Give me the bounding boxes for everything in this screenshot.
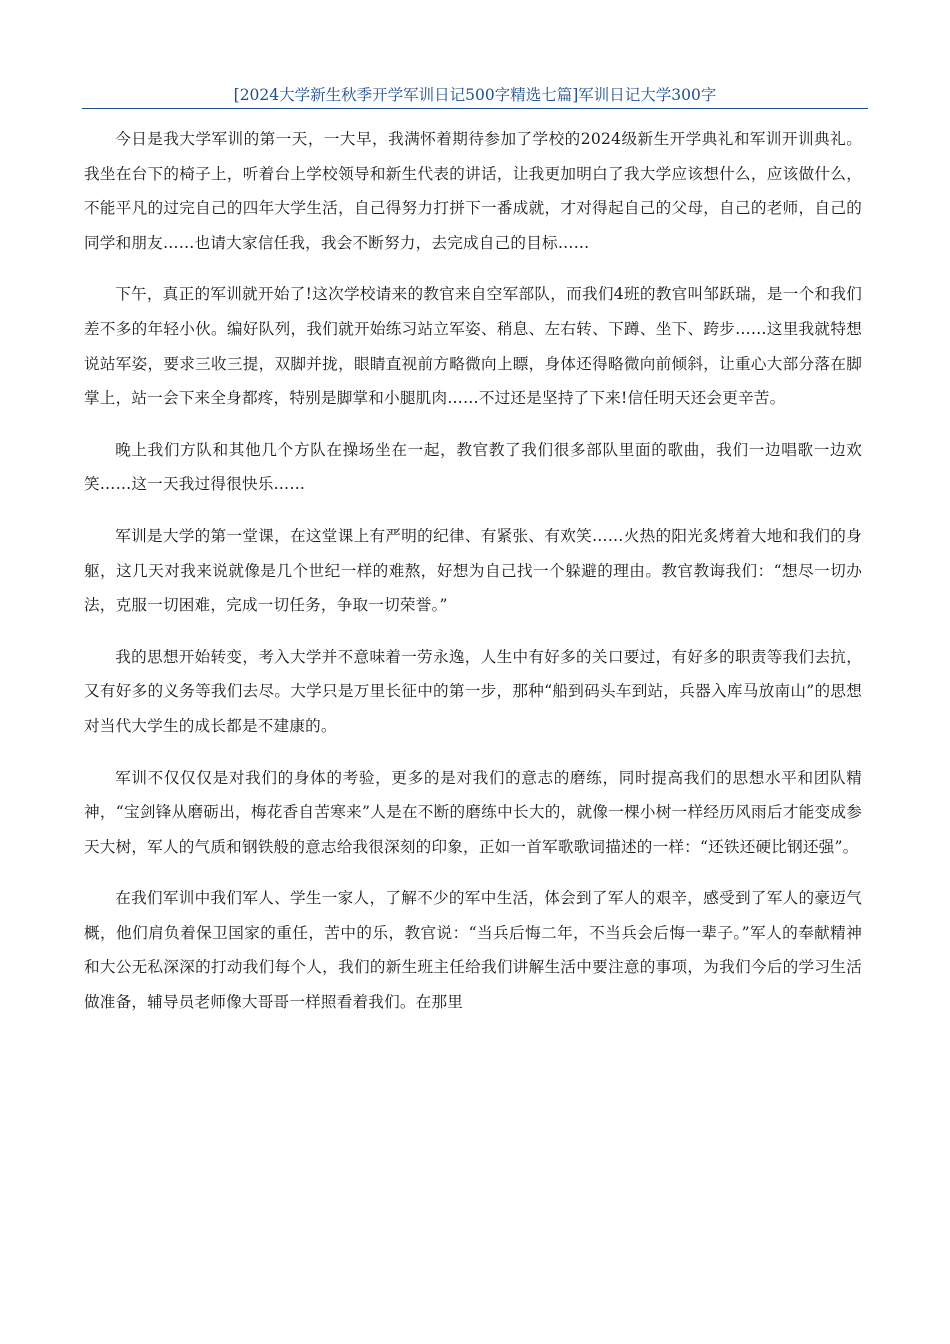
paragraph-7: 在我们军训中我们军人、学生一家人，了解不少的军中生活，体会到了军人的艰辛，感受到了军人的豪迈气概，他们肩负着保卫国家的重任，苦中的乐，教官说：“当兵后悔二年，不当兵会后悔一辈子。”军人的奉献精神和大公无私深深的打动我们每个人，我们的新生班主任给我们讲解生活中要注意的事项，为我们今后的学习生活做准备，辅导员老师像大哥哥一样照看着我们。在那里 [84, 889, 862, 1012]
document-title: [2024大学新生秋季开学军训日记500字精选七篇]军训日记大学300字 [233, 86, 717, 104]
paragraph-4: 军训是大学的第一堂课，在这堂课上有严明的纪律、有紧张、有欢笑……火热的阳光炙烤着大地和我们的身躯，这几天对我来说就像是几个世纪一样的难熬，好想为自己找一个躲避的理由。教官教诲我们：“想尽一切办法，克服一切困难，完成一切任务，争取一切荣誉。” [84, 526, 862, 615]
paragraph-2: 下午，真正的军训就开始了!这次学校请来的教官来自空军部队，而我们4班的教官叫邹跃瑞，是一个和我们差不多的年轻小伙。编好队列，我们就开始练习站立军姿、稍息、左右转、下蹲、坐下、跨步……这里我就特想说站军姿，要求三收三提，双脚并拢，眼睛直视前方略微向上瞟，身体还得略微向前倾斜，让重心大部分落在脚掌上，站一会下来全身都疼，特别是脚掌和小腿肌肉……不过还是坚持了下来!信任明天还会更辛苦。 [84, 285, 862, 408]
document-body [84, 122, 862, 1037]
page-header [82, 86, 868, 109]
paragraph-5: 我的思想开始转变，考入大学并不意味着一劳永逸，人生中有好多的关口要过，有好多的职责等我们去抗，又有好多的义务等我们去尽。大学只是万里长征中的第一步，那种“船到码头车到站，兵器入库马放南山”的思想对当代大学生的成长都是不建康的。 [84, 647, 862, 735]
paragraph-3: 晚上我们方队和其他几个方队在操场坐在一起，教官教了我们很多部队里面的歌曲，我们一边唱歌一边欢笑……这一天我过得很快乐…… [84, 440, 862, 494]
paragraph-1: 今日是我大学军训的第一天，一大早，我满怀着期待参加了学校的2024级新生开学典礼和军训开训典礼。我坐在台下的椅子上，听着台上学校领导和新生代表的讲话，让我更加明白了我大学应该想什么，应该做什么，不能平凡的过完自己的四年大学生活，自己得努力打拼下一番成就，才对得起自己的父母，自己的老师，自己的同学和朋友……也请大家信任我，我会不断努力，去完成自己的目标…… [84, 130, 862, 252]
paragraph-6: 军训不仅仅仅是对我们的身体的考验，更多的是对我们的意志的磨练，同时提高我们的思想水平和团队精神，“宝剑锋从磨砺出，梅花香自苦寒来”人是在不断的磨练中长大的，就像一棵小树一样经历风雨后才能变成参天大树，军人的气质和钢铁般的意志给我很深刻的印象，正如一首军歌歌词描述的一样：“还铁还硬比钢还强”。 [84, 768, 862, 856]
